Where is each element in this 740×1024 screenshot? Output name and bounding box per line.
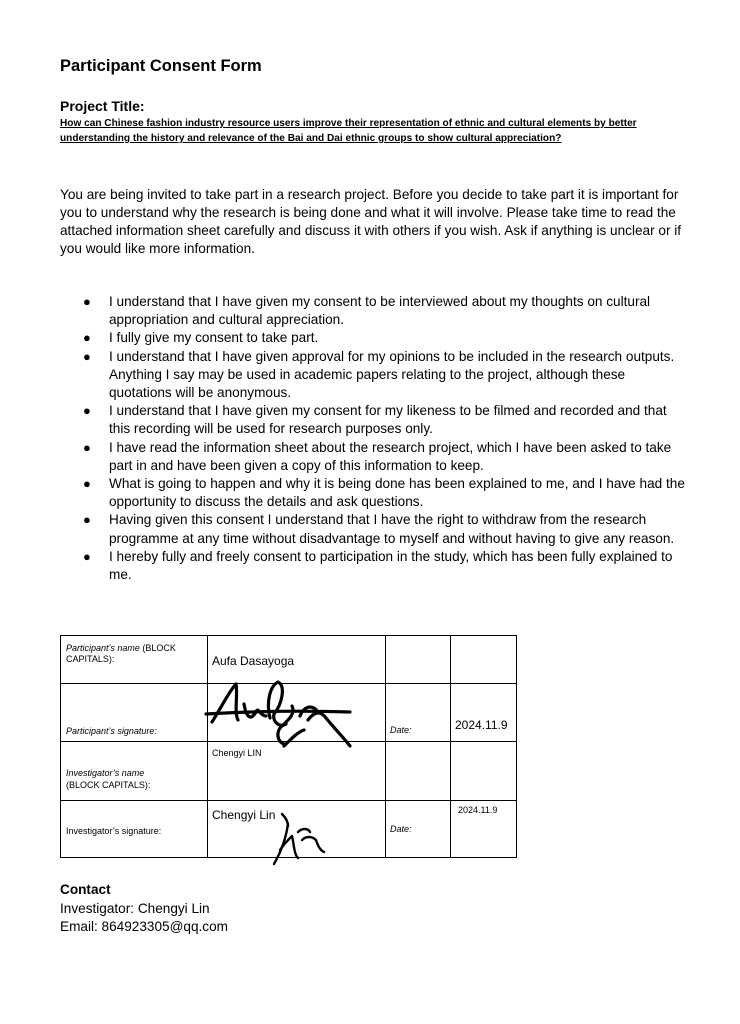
- consent-statement-text: I understand that I have given approval for my opinions to be included in the research outputs. Anything I say may be used in academic papers relating to the project, although these quotations will be anonymous.: [109, 348, 675, 401]
- consent-statement: [60, 329, 690, 347]
- participant-signature-image: [200, 676, 360, 752]
- investigator-name-label-line2: (BLOCK CAPITALS):: [66, 780, 151, 790]
- investigator-name-label-cell: [61, 742, 208, 801]
- project-title-text: How can Chinese fashion industry resource users improve their representation of ethnic and cultural elements by better understanding the history and relevance of the Bai and Dai ethnic groups to show cultural appreciation?: [60, 118, 637, 144]
- intro-paragraph: You are being invited to take part in a research project. Before you decide to take part it is important for you to understand why the research is being done and what it will involve. Please take time to read the attached information sheet carefully and discuss it with others if you wish. Ask if anything is unclear or if you would like more information.: [60, 187, 682, 256]
- consent-statement: [60, 475, 690, 511]
- investigator-signature-name: Chengyi Lin: [212, 808, 276, 822]
- consent-statement: [60, 293, 690, 329]
- bullet-icon: ●: [83, 348, 91, 364]
- empty-cell: [451, 636, 517, 684]
- consent-statements-list: [60, 293, 690, 584]
- form-title: Participant Consent Form: [60, 57, 262, 75]
- investigator-date-value: 2024.11.9: [458, 805, 498, 815]
- consent-statement-text: What is going to happen and why it is being done has been explained to me, and I have had the opportunity to discuss the details and ask questions.: [109, 476, 685, 510]
- participant-name-label-cell: [61, 636, 208, 684]
- consent-statement-text: I hereby fully and freely consent to participation in the study, which has been fully explained to me.: [109, 548, 673, 583]
- bullet-icon: ●: [83, 439, 91, 455]
- consent-statement-text: I understand that I have given my consent for my likeness to be filmed and recorded and that this recording will be used for research purposes only.: [109, 403, 667, 437]
- consent-statement: [60, 548, 690, 584]
- empty-cell: [386, 636, 451, 684]
- empty-cell: [451, 742, 517, 801]
- investigator-signature-label: Investigator’s signature:: [66, 826, 162, 836]
- participant-date-label: Date:: [390, 725, 412, 735]
- empty-cell: [386, 742, 451, 801]
- investigator-name-label-line1: Investigator’s name: [66, 768, 145, 778]
- bullet-icon: ●: [83, 512, 91, 528]
- investigator-date-label: Date:: [390, 824, 412, 834]
- investigator-date-cell: [451, 801, 517, 858]
- consent-statement-text: I understand that I have given my consent to be interviewed about my thoughts on cultural appropriation and cultural appreciation.: [109, 294, 651, 328]
- consent-statement: [60, 439, 690, 475]
- contact-investigator: Investigator: Chengyi Lin: [60, 901, 210, 916]
- investigator-name-value: Chengyi LIN: [212, 748, 262, 758]
- participant-date-cell: [451, 684, 517, 742]
- project-title-label: Project Title:: [60, 98, 145, 114]
- participant-signature-label: Participant’s signature:: [66, 726, 157, 736]
- investigator-date-label-cell: [386, 801, 451, 858]
- consent-statement: [60, 402, 690, 438]
- consent-statement: [60, 348, 690, 403]
- participant-signature-label-cell: [61, 684, 208, 742]
- bullet-icon: ●: [83, 294, 91, 309]
- bullet-icon: ●: [83, 330, 91, 346]
- consent-statement-text: I have read the information sheet about the research project, which I have been asked to take part in and have been given a copy of this information to keep.: [109, 439, 672, 473]
- bullet-icon: ●: [83, 403, 91, 419]
- consent-statement-text: I fully give my consent to take part.: [109, 330, 319, 346]
- consent-statement: [60, 511, 690, 547]
- contact-heading: Contact: [60, 882, 111, 897]
- bullet-icon: ●: [83, 548, 91, 564]
- participant-date-value: 2024.11.9: [455, 718, 508, 732]
- contact-email: Email: 864923305@qq.com: [60, 919, 228, 934]
- participant-name-value: Aufa Dasayoga: [212, 654, 295, 668]
- investigator-signature-label-cell: [61, 801, 208, 858]
- consent-statement-text: Having given this consent I understand that I have the right to withdraw from the research programme at any time without disadvantage to myself and without having to give any reason.: [109, 512, 675, 546]
- bullet-icon: ●: [83, 476, 91, 492]
- participant-date-label-cell: [386, 684, 451, 742]
- participant-name-label: Participant’s name (BLOCK CAPITALS):: [66, 643, 176, 664]
- investigator-signature-image: [264, 810, 330, 872]
